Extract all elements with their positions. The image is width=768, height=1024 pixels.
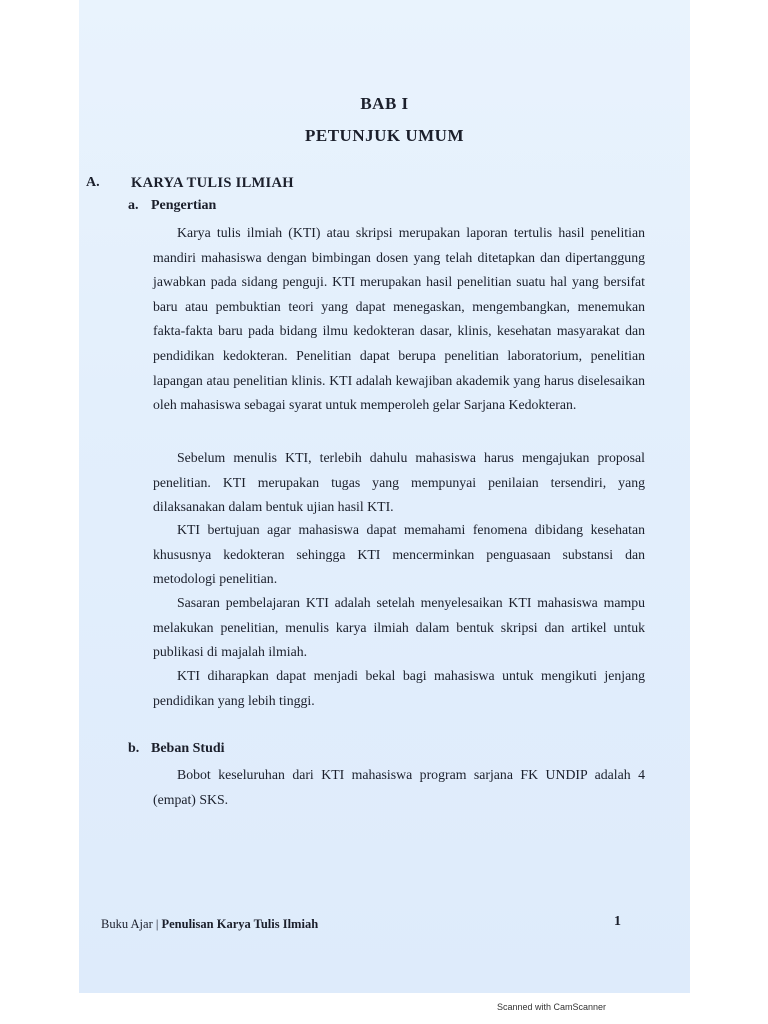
- subsection-letter: b.: [128, 741, 140, 756]
- page-number: 1: [614, 914, 621, 929]
- section-letter: A.: [86, 175, 100, 190]
- footer-course-title: Penulisan Karya Tulis Ilmiah: [161, 917, 319, 931]
- chapter-title: PETUNJUK UMUM: [304, 126, 464, 145]
- chapter-number: BAB I: [360, 94, 409, 113]
- document-page: [79, 0, 690, 993]
- paragraph: Karya tulis ilmiah (KTI) atau skripsi merupakan laporan tertulis hasil penelitian mandiri mahasiswa dengan bimbingan dosen yang telah ditetapkan dan dipertanggung jawabkan pada sidang penguji. KTI merupakan hasil penelitian suatu hal yang bersifat baru atau pembuktian teori yang dapat menegaskan, mengembangkan, menemukan fakta-fakta baru pada bidang ilmu kedokteran dasar, klinis, kesehatan masyarakat dan pendidikan kedokteran. Penelitian dapat berupa penelitian laboratorium, penelitian lapangan atau penelitian klinis. KTI adalah kewajiban akademik yang harus diselesaikan oleh mahasiswa sebagai syarat untuk memperoleh gelar Sarjana Kedokteran.: [153, 225, 645, 413]
- subsection-heading-beban-studi: [128, 741, 225, 757]
- subsection-title: Beban Studi: [151, 741, 225, 756]
- page-footer: [101, 917, 318, 932]
- paragraph: KTI bertujuan agar mahasiswa dapat memahami fenomena dibidang kesehatan khususnya kedokteran sehingga KTI mencerminkan penguasaan substansi dan metodologi penelitian.: [153, 522, 645, 587]
- paragraph: Sebelum menulis KTI, terlebih dahulu mahasiswa harus mengajukan proposal penelitian. KTI merupakan tugas yang mempunyai penilaian tersendiri, yang dilaksanakan dalam bentuk ujian hasil KTI.: [153, 450, 645, 515]
- subsection-heading-pengertian: [128, 198, 216, 214]
- section-title: KARYA TULIS ILMIAH: [131, 175, 294, 191]
- subsection-letter: a.: [128, 198, 139, 213]
- paragraph: KTI diharapkan dapat menjadi bekal bagi mahasiswa untuk mengikuti jenjang pendidikan yang lebih tinggi.: [153, 668, 645, 708]
- paragraph: Bobot keseluruhan dari KTI mahasiswa program sarjana FK UNDIP adalah 4 (empat) SKS.: [153, 767, 645, 807]
- subsection-title: Pengertian: [151, 198, 217, 213]
- scan-watermark: Scanned with CamScanner: [497, 1002, 607, 1012]
- footer-book-label: Buku Ajar |: [101, 917, 159, 931]
- paragraph: Sasaran pembelajaran KTI adalah setelah menyelesaikan KTI mahasiswa mampu melakukan penelitian, menulis karya ilmiah dalam bentuk skripsi dan artikel untuk publikasi di majalah ilmiah.: [153, 595, 645, 660]
